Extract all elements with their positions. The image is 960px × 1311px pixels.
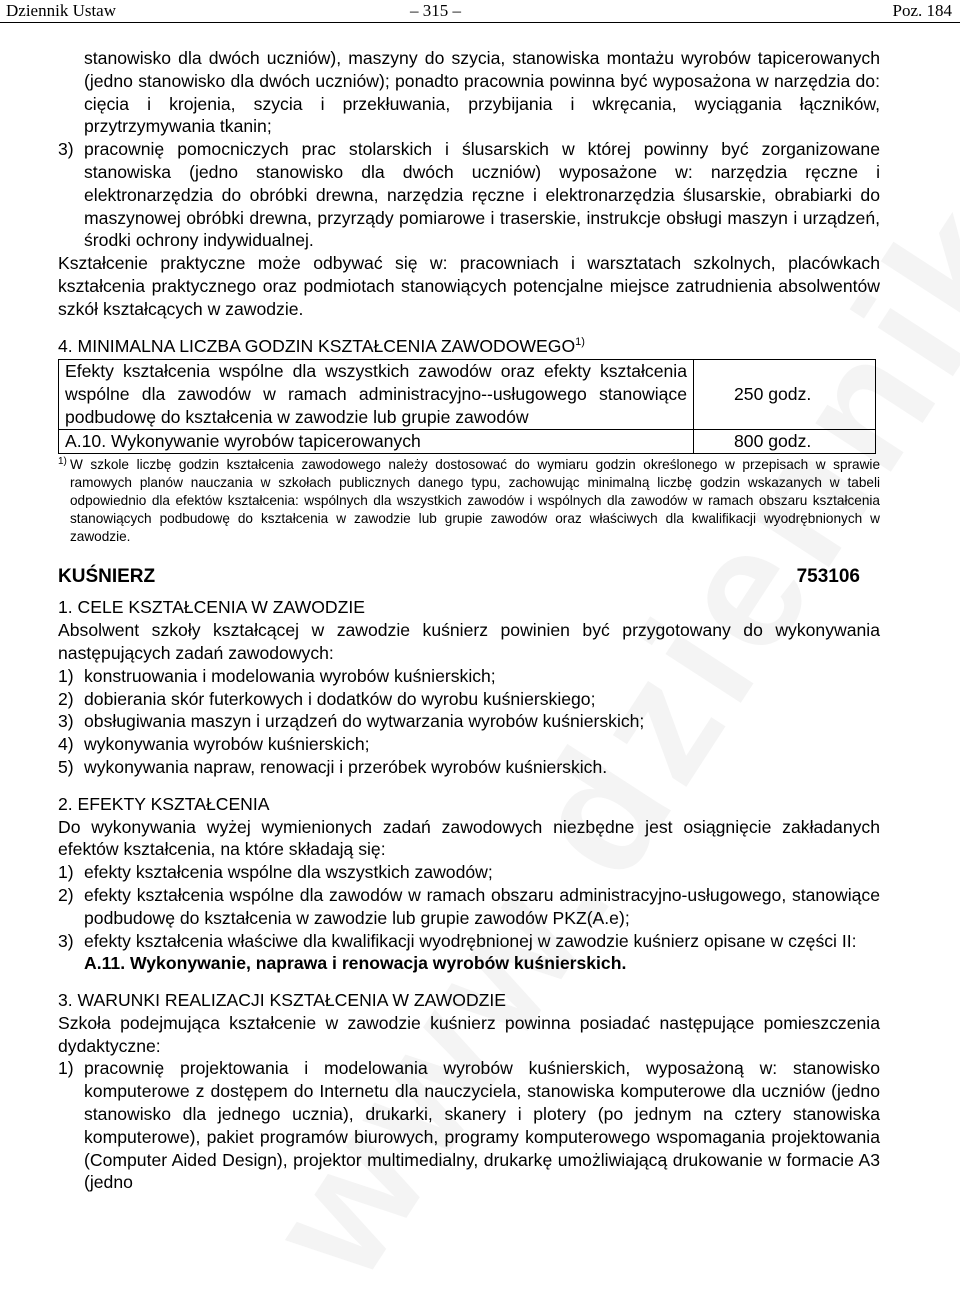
list-number: 3) (58, 930, 74, 951)
list-text: efekty kształcenia wspólne dla zawodów w ramach obszaru administracyjno-usługowego, stanowiące podbudowę do kształcenia w zawodzie lub grupie zawodów PKZ(A.e); (84, 884, 880, 928)
qualification-name: A.11. Wykonywanie, naprawa i renowacja wyrobów kuśnierskich. (84, 953, 627, 974)
header-rule (0, 22, 960, 23)
footnote-marker: 1) (58, 455, 67, 467)
hours-table (58, 359, 876, 453)
list-text: obsługiwania maszyn i urządzeń do wytwarzania wyrobów kuśnierskich; (84, 711, 645, 732)
list-number: 2) (58, 884, 74, 905)
list-text: efekty kształcenia właściwe dla kwalifikacji wyodrębnionej w zawodzie kuśnierz opisane w części II: (84, 930, 857, 951)
list-item (58, 688, 880, 711)
table-cell: 800 godz. (694, 429, 876, 453)
continued-paragraph: stanowisko dla dwóch uczniów), maszyny do szycia, stanowiska montażu wyrobów tapicerowanych (jedno stanowisko dla dwóch uczniów); ponadto pracownia powinna być wyposażona w narzędzia do: cięcia i krojenia, szycia i przekłuwania, przybijania i wkręcania, wyciągania łączników, przytrzymywania tkanin; (84, 48, 880, 137)
list-item (58, 861, 880, 884)
footnote-text: W szkole liczbę godzin kształcenia zawodowego należy dostosować do wymiaru godzin określonego w przepisach w sprawie ramowych planów nauczania w szkołach publicznych danego typu, zachowując minimalną liczbę godzin wskazanych w tabeli odpowiednio dla efektów kształcenia: wspólnych dla wszystkich zawodów i wspólnych dla zawodów w ramach obszaru kształcenia stanowiących podbudowę do kształcenia w zawodzie lub grupie zawodów oraz właściwych dla kwalifikacji wyodrębnionych w zawodzie. (70, 456, 880, 544)
paragraph: Do wykonywania wyżej wymienionych zadań zawodowych niezbędne jest osiągnięcie zakładanych efektów kształcenia, na które składają się: (58, 816, 880, 860)
list-item (58, 884, 880, 930)
list-text: konstruowania i modelowania wyrobów kuśnierskich; (84, 665, 496, 686)
table-row (59, 429, 876, 453)
list-text: dobierania skór futerkowych i dodatków do wyrobu kuśnierskiego; (84, 688, 596, 709)
journal-name: Dziennik Ustaw (6, 1, 117, 20)
section-heading: 4. MINIMALNA LICZBA GODZIN KSZTAŁCENIA ZAWODOWEGO$^{1)}$ (58, 335, 585, 356)
position-number: Poz. 184 (892, 1, 952, 20)
list-number: 5) (58, 756, 74, 777)
table-cell: A.10. Wykonywanie wyrobów tapicerowanych (59, 429, 694, 453)
list-number: 1) (58, 665, 74, 686)
profession-code: 753106 (796, 565, 860, 587)
list-text: wykonywania napraw, renowacji i przeróbek wyrobów kuśnierskich. (84, 756, 608, 777)
list-number: 2) (58, 688, 74, 709)
section-heading: 1. CELE KSZTAŁCENIA W ZAWODZIE (58, 597, 365, 618)
paragraph: Szkoła podejmująca kształcenie w zawodzie kuśnierz powinna posiadać następujące pomieszczenia dydaktyczne: (58, 1012, 880, 1056)
paragraph: Absolwent szkoły kształcącej w zawodzie kuśnierz powinien być przygotowany do wykonywania następujących zadań zawodowych: (58, 620, 880, 663)
table-cell: 250 godz. (694, 360, 876, 429)
list-item (58, 733, 880, 756)
list-number: 4) (58, 734, 74, 755)
list-text: pracownię projektowania i modelowania wyrobów kuśnierskich, wyposażoną w: stanowisko komputerowe z dostępem do Internetu dla nauczyciela, stanowiska komputerowe dla uczniów (jedno stanowisko dla jednego ucznia), drukarki, skanery i plotery (po jednym na cztery stanowiska komputerowe), pakiet programów biurowych, programy komputerowego wspomagania projektowania (Computer Aided Design), projektor multimedialny, drukarkę umożliwiającą drukowanie w formacie A3 (jedno (84, 1058, 880, 1193)
list-item (58, 665, 880, 688)
list-text: pracownię pomocniczych prac stolarskich i ślusarskich w której powinny być zorganizowane stanowiska (jedno stanowisko dla dwóch uczniów) wyposażone w: narzędzia ręczne i elektronarzędzia do obróbki drewna, narzędzia ręczne i elektronarzędzia ślusarskie, obrabiarki do maszynowej obróbki drewna, przyrządy pomiarowe i traserskie, instrukcje obsługi maszyn i urządzeń, środki ochrony indywidualnej. (84, 139, 880, 251)
list-item (58, 710, 880, 733)
practical-training-paragraph: Kształcenie praktyczne może odbywać się w: pracowniach i warsztatach szkolnych, placówkach kształcenia praktycznego oraz podmiotach stanowiących potencjalne miejsce zatrudnienia absolwentów szkół kształcących w zawodzie. (58, 253, 880, 319)
list-text: wykonywania wyrobów kuśnierskich; (84, 734, 370, 755)
list-item (58, 930, 880, 953)
list-number: 3) (58, 139, 74, 160)
table-cell: Efekty kształcenia wspólne dla wszystkich zawodów oraz efekty kształcenia wspólne dla zawodów w ramach administracyjno--usługowego stanowiące podbudowę do kształcenia w zawodzie lub grupie zawodów (59, 360, 694, 429)
profession-title (58, 566, 860, 589)
document-body (58, 47, 880, 1194)
section-heading: 3. WARUNKI REALIZACJI KSZTAŁCENIA W ZAWODZIE (58, 990, 507, 1011)
list-item (58, 756, 880, 779)
table-row (59, 360, 876, 429)
list-number: 1) (58, 1058, 74, 1079)
page-header (0, 0, 960, 24)
list-number: 1) (58, 862, 74, 883)
list-number: 3) (58, 711, 74, 732)
list-item (58, 1057, 880, 1194)
section-heading: 2. EFEKTY KSZTAŁCENIA (58, 793, 270, 814)
profession-name: KUŚNIERZ (58, 565, 156, 587)
page-number: – 315 – (410, 1, 461, 20)
footnote (58, 456, 880, 546)
list-item (58, 138, 880, 252)
list-text: efekty kształcenia wspólne dla wszystkich zawodów; (84, 862, 493, 883)
